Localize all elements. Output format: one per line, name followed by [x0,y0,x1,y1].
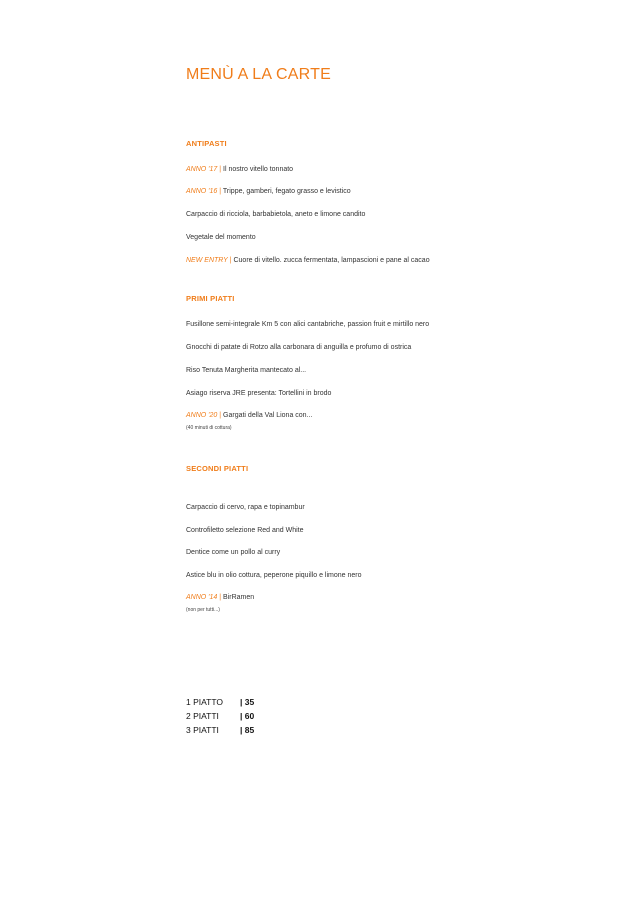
price-row [186,725,254,735]
price-count: 1 PIATTO [186,697,224,707]
dish-name: Dentice come un pollo al curry [186,549,281,556]
dish-name: Asiago riserva JRE presenta: Tortellini in brodo [186,390,332,397]
dish-item [186,504,305,511]
dish-item [186,412,312,419]
dish-note: (40 minuti di cottura) [186,425,232,431]
dish-name: Vegetale del momento [186,234,256,241]
dish-name: Controfiletto selezione Red and White [186,527,304,534]
year-tag: ANNO '17 [186,166,218,173]
dish-name: Fusillone semi-integrale Km 5 con alici cantabriche, passion fruit e mirtillo nero [186,321,430,328]
dish-item [186,211,365,218]
dish-item [186,344,411,351]
page-title: MENÙ A LA CARTE [186,66,331,83]
year-tag: ANNO '16 [186,188,218,195]
dish-name: Riso Tenuta Margherita mantecato al... [186,367,307,374]
separator: | [219,188,222,195]
price-count: 2 PIATTI [186,711,219,721]
dish-name: Carpaccio di ricciola, barbabietola, aneto e limone candito [186,211,366,218]
separator: | [219,594,222,601]
year-tag: ANNO '20 [186,412,218,419]
dish-name: Trippe, gamberi, fegato grasso e levistico [222,188,351,195]
dish-item [186,549,280,556]
section-heading-secondi: SECONDI PIATTI [186,464,249,473]
price-row [186,711,254,721]
dish-item [186,390,331,397]
price-value: | 85 [240,725,255,735]
dish-name: Carpaccio di cervo, rapa e topinambur [186,504,305,511]
section-heading-primi: PRIMI PIATTI [186,294,235,303]
dish-name: Cuore di vitello. zucca fermentata, lampascioni e pane al cacao [233,257,430,264]
dish-item [186,234,256,241]
dish-note: (non per tutti...) [186,607,220,613]
dish-item [186,572,362,579]
section-heading-antipasti: ANTIPASTI [186,139,227,148]
price-count: 3 PIATTI [186,725,219,735]
dish-name: BirRamen [223,594,255,601]
dish-name: Gnocchi di patate di Rotzo alla carbonara di anguilla e profumo di ostrica [186,344,412,351]
separator: | [219,412,222,419]
separator: | [219,166,222,173]
dish-name: Gargati della Val Liona con... [223,412,313,419]
dish-name: Il nostro vitello tonnato [223,166,294,173]
dish-item [186,321,429,328]
dish-name: Astice blu in olio cottura, peperone piquillo e limone nero [186,572,362,579]
new-entry-tag: NEW ENTRY [186,257,228,264]
dish-item [186,166,293,173]
separator: | [229,257,232,264]
dish-item [186,257,430,264]
dish-item [186,188,351,195]
dish-item [186,527,304,534]
dish-item [186,367,306,374]
dish-item [186,594,254,601]
price-value: | 60 [240,711,255,721]
price-value: | 35 [240,697,255,707]
year-tag: ANNO '14 [186,594,218,601]
price-row [186,697,254,707]
